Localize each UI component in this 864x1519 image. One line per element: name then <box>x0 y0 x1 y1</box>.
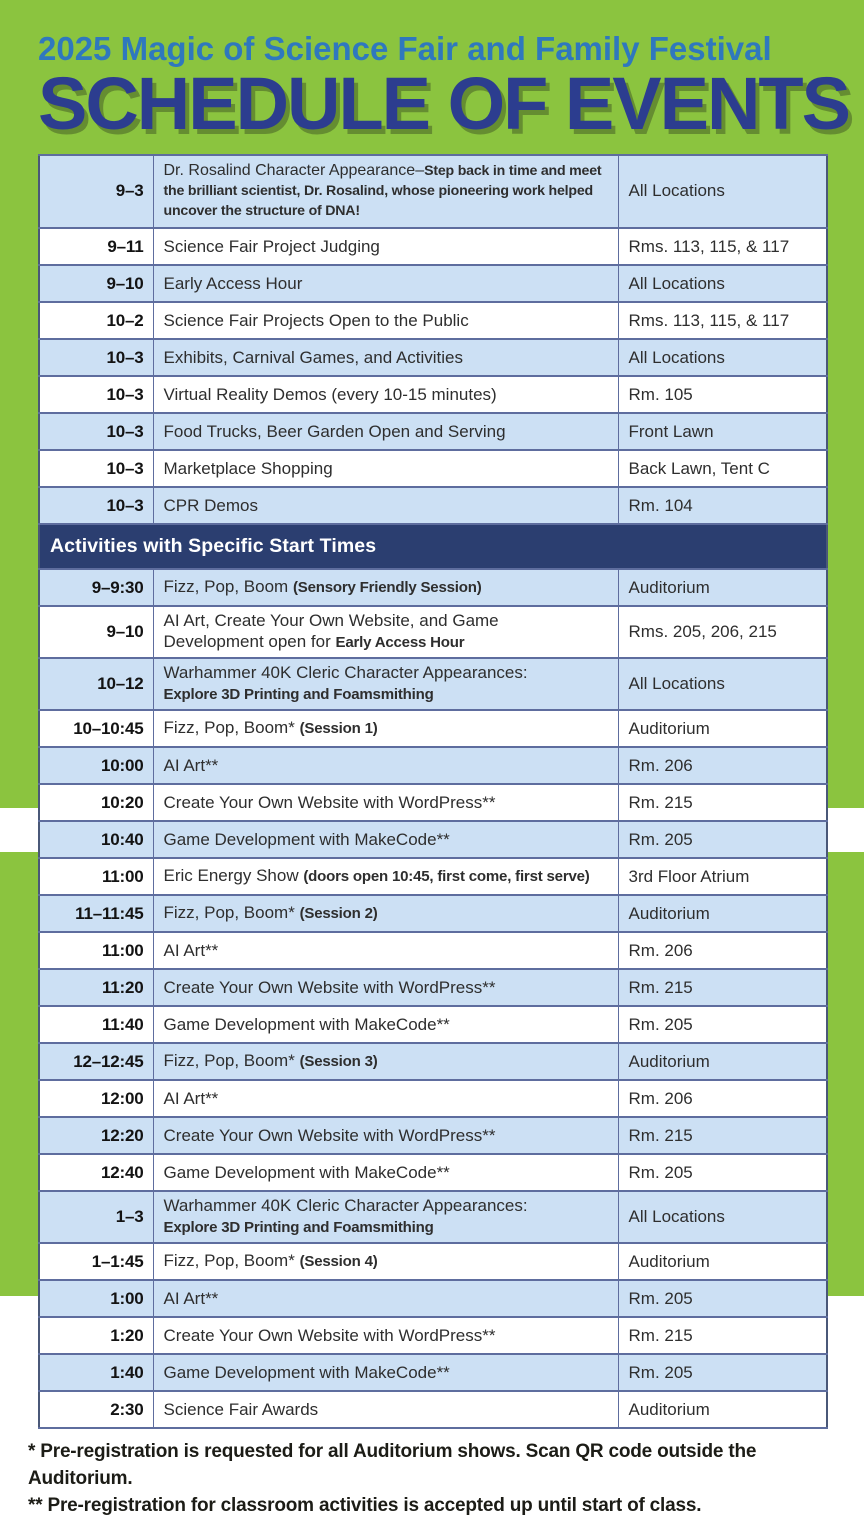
page-break-artifact-right <box>826 808 864 852</box>
event-text: Explore 3D Printing and Foamsmithing <box>163 1219 434 1237</box>
schedule-row <box>39 969 827 1006</box>
time-cell: 12–12:45 <box>39 1043 153 1080</box>
time-cell: 12:00 <box>39 1080 153 1117</box>
event-cell <box>153 858 618 895</box>
page-title: 2025 Magic of Science Fair and Family Festival <box>38 30 772 67</box>
event-cell <box>153 895 618 932</box>
time-cell: 11:00 <box>39 858 153 895</box>
event-cell <box>153 1043 618 1080</box>
event-text: Create Your Own Website with WordPress** <box>163 792 496 812</box>
location-cell: Auditorium <box>618 1043 827 1080</box>
event-cell <box>153 339 618 376</box>
event-text: Fizz, Pop, Boom* <box>163 1251 300 1271</box>
location-cell: Front Lawn <box>618 413 827 450</box>
schedule-row <box>39 569 827 606</box>
schedule-row <box>39 228 827 265</box>
time-cell: 9–11 <box>39 228 153 265</box>
event-cell <box>153 1191 618 1243</box>
schedule-row <box>39 1154 827 1191</box>
time-cell: 10–3 <box>39 339 153 376</box>
time-cell: 11–11:45 <box>39 895 153 932</box>
event-cell <box>153 1354 618 1391</box>
location-cell: Back Lawn, Tent C <box>618 450 827 487</box>
event-text: AI Art** <box>163 755 219 775</box>
event-cell <box>153 658 618 710</box>
event-text: Science Fair Awards <box>163 1399 319 1419</box>
event-cell <box>153 969 618 1006</box>
time-cell: 10:00 <box>39 747 153 784</box>
location-cell: Rms. 113, 115, & 117 <box>618 302 827 339</box>
event-text: AI Art** <box>163 940 219 960</box>
event-text: AI Art** <box>163 1288 219 1308</box>
schedule-row <box>39 821 827 858</box>
schedule-row <box>39 339 827 376</box>
event-text: Fizz, Pop, Boom <box>163 577 293 597</box>
location-cell: Auditorium <box>618 710 827 747</box>
event-text: Create Your Own Website with WordPress** <box>163 1325 496 1345</box>
section-header: Activities with Specific Start Times <box>39 524 827 569</box>
schedule-row <box>39 1043 827 1080</box>
schedule-row <box>39 1317 827 1354</box>
location-cell: Rm. 205 <box>618 1280 827 1317</box>
time-cell: 11:40 <box>39 1006 153 1043</box>
location-cell: Auditorium <box>618 895 827 932</box>
page-break-artifact-left <box>0 808 38 852</box>
time-cell: 1:20 <box>39 1317 153 1354</box>
schedule-row <box>39 155 827 228</box>
schedule-row <box>39 932 827 969</box>
time-cell: 1:00 <box>39 1280 153 1317</box>
event-text: Game Development with MakeCode** <box>163 1162 450 1182</box>
time-cell: 10:20 <box>39 784 153 821</box>
schedule-row <box>39 784 827 821</box>
location-cell: Rm. 205 <box>618 821 827 858</box>
schedule-row <box>39 1280 827 1317</box>
location-cell: Auditorium <box>618 1243 827 1280</box>
schedule-row <box>39 1117 827 1154</box>
time-cell: 10–2 <box>39 302 153 339</box>
event-text: Game Development with MakeCode** <box>163 829 450 849</box>
event-text: Marketplace Shopping <box>163 458 333 478</box>
event-text: Create Your Own Website with WordPress** <box>163 1125 496 1145</box>
location-cell: Rm. 215 <box>618 1117 827 1154</box>
time-cell: 11:20 <box>39 969 153 1006</box>
event-text: Warhammer 40K Cleric Character Appearances: <box>163 1196 528 1216</box>
event-cell <box>153 413 618 450</box>
location-cell: Rm. 206 <box>618 747 827 784</box>
event-text: (Session 3) <box>299 1053 378 1071</box>
event-cell <box>153 265 618 302</box>
event-text: Dr. Rosalind Character Appearance– <box>163 162 425 180</box>
schedule-row <box>39 1391 827 1428</box>
event-cell <box>153 302 618 339</box>
event-text: Game Development with MakeCode** <box>163 1362 450 1382</box>
event-cell <box>153 155 618 228</box>
footnote: * Pre-registration is requested for all Auditorium shows. Scan QR code outside the Auditorium. <box>28 1441 757 1490</box>
page-headline: SCHEDULE OF EVENTS <box>38 61 849 145</box>
schedule-row <box>39 1243 827 1280</box>
event-cell <box>153 1154 618 1191</box>
event-cell <box>153 1117 618 1154</box>
schedule-row <box>39 747 827 784</box>
schedule-row <box>39 265 827 302</box>
event-cell <box>153 1243 618 1280</box>
schedule-table <box>38 154 828 1429</box>
event-cell <box>153 1391 618 1428</box>
time-cell: 1–1:45 <box>39 1243 153 1280</box>
time-cell: 9–10 <box>39 606 153 658</box>
event-text: Create Your Own Website with WordPress** <box>163 977 496 997</box>
schedule-row <box>39 413 827 450</box>
location-cell: All Locations <box>618 155 827 228</box>
event-text: Virtual Reality Demos (every 10-15 minutes) <box>163 384 497 404</box>
location-cell: Auditorium <box>618 1391 827 1428</box>
schedule-row <box>39 606 827 658</box>
time-cell: 10–12 <box>39 658 153 710</box>
event-text: Fizz, Pop, Boom* <box>163 1051 300 1071</box>
event-text: Game Development with MakeCode** <box>163 1014 450 1034</box>
time-cell: 10–3 <box>39 450 153 487</box>
event-cell <box>153 228 618 265</box>
event-text: CPR Demos <box>163 495 258 515</box>
flyer-header <box>0 0 864 145</box>
time-cell: 10–3 <box>39 376 153 413</box>
event-cell <box>153 1317 618 1354</box>
schedule-row <box>39 1080 827 1117</box>
location-cell: Rm. 104 <box>618 487 827 524</box>
schedule-row <box>39 376 827 413</box>
event-cell <box>153 450 618 487</box>
time-cell: 1–3 <box>39 1191 153 1243</box>
schedule-row <box>39 710 827 747</box>
event-text: (Session 2) <box>299 905 378 923</box>
time-cell: 1:40 <box>39 1354 153 1391</box>
location-cell: Rm. 215 <box>618 1317 827 1354</box>
location-cell: Rms. 205, 206, 215 <box>618 606 827 658</box>
schedule-row <box>39 1354 827 1391</box>
location-cell: All Locations <box>618 339 827 376</box>
location-cell: Auditorium <box>618 569 827 606</box>
time-cell: 12:20 <box>39 1117 153 1154</box>
event-cell <box>153 1006 618 1043</box>
event-cell <box>153 376 618 413</box>
schedule-body <box>39 155 827 1428</box>
time-cell: 10:40 <box>39 821 153 858</box>
event-text: Step back in time and meet the brilliant scientist, Dr. Rosalind, whose pioneering work helped uncover the structure of DNA! <box>163 163 602 220</box>
event-text: (Session 1) <box>299 720 378 738</box>
event-cell <box>153 487 618 524</box>
location-cell: 3rd Floor Atrium <box>618 858 827 895</box>
schedule-row <box>39 1191 827 1243</box>
location-cell: All Locations <box>618 1191 827 1243</box>
event-text: Exhibits, Carnival Games, and Activities <box>163 347 464 367</box>
event-text: Science Fair Projects Open to the Public <box>163 310 469 330</box>
section-header-row <box>39 524 827 569</box>
location-cell: Rm. 205 <box>618 1006 827 1043</box>
event-text: Food Trucks, Beer Garden Open and Serving <box>163 421 506 441</box>
event-text: Early Access Hour <box>163 273 303 293</box>
event-text: AI Art** <box>163 1088 219 1108</box>
event-text: AI Art, Create Your Own Website, and Game <box>163 611 499 631</box>
event-text: Warhammer 40K Cleric Character Appearances: <box>163 663 528 683</box>
event-cell <box>153 710 618 747</box>
location-cell: All Locations <box>618 658 827 710</box>
time-cell: 2:30 <box>39 1391 153 1428</box>
event-text: Fizz, Pop, Boom* <box>163 718 300 738</box>
location-cell: Rm. 205 <box>618 1154 827 1191</box>
location-cell: All Locations <box>618 265 827 302</box>
event-text: Science Fair Project Judging <box>163 236 380 256</box>
event-text: Development open for <box>163 632 336 652</box>
location-cell: Rm. 105 <box>618 376 827 413</box>
event-cell <box>153 784 618 821</box>
event-text: Eric Energy Show <box>163 866 304 886</box>
footnotes <box>0 1429 864 1519</box>
schedule-row <box>39 895 827 932</box>
event-cell <box>153 606 618 658</box>
event-text: (Sensory Friendly Session) <box>292 579 482 597</box>
time-cell: 9–3 <box>39 155 153 228</box>
location-cell: Rm. 205 <box>618 1354 827 1391</box>
footnote: ** Pre-registration for classroom activities is accepted up until start of class. <box>28 1495 702 1517</box>
location-cell: Rm. 215 <box>618 784 827 821</box>
location-cell: Rms. 113, 115, & 117 <box>618 228 827 265</box>
location-cell: Rm. 206 <box>618 1080 827 1117</box>
time-cell: 9–10 <box>39 265 153 302</box>
event-cell <box>153 747 618 784</box>
time-cell: 12:40 <box>39 1154 153 1191</box>
event-cell <box>153 569 618 606</box>
schedule-row <box>39 487 827 524</box>
event-text: Explore 3D Printing and Foamsmithing <box>163 686 434 704</box>
time-cell: 9–9:30 <box>39 569 153 606</box>
event-text: Fizz, Pop, Boom* <box>163 903 300 923</box>
time-cell: 11:00 <box>39 932 153 969</box>
event-text: (doors open 10:45, first come, first serve) <box>303 868 590 886</box>
schedule-row <box>39 1006 827 1043</box>
time-cell: 10–10:45 <box>39 710 153 747</box>
event-cell <box>153 1280 618 1317</box>
location-cell: Rm. 206 <box>618 932 827 969</box>
location-cell: Rm. 215 <box>618 969 827 1006</box>
schedule-row <box>39 450 827 487</box>
event-cell <box>153 821 618 858</box>
schedule-row <box>39 302 827 339</box>
event-cell <box>153 932 618 969</box>
schedule-row <box>39 658 827 710</box>
event-text: (Session 4) <box>299 1253 378 1271</box>
time-cell: 10–3 <box>39 487 153 524</box>
event-text: Early Access Hour <box>335 634 465 652</box>
event-cell <box>153 1080 618 1117</box>
time-cell: 10–3 <box>39 413 153 450</box>
schedule-row <box>39 858 827 895</box>
